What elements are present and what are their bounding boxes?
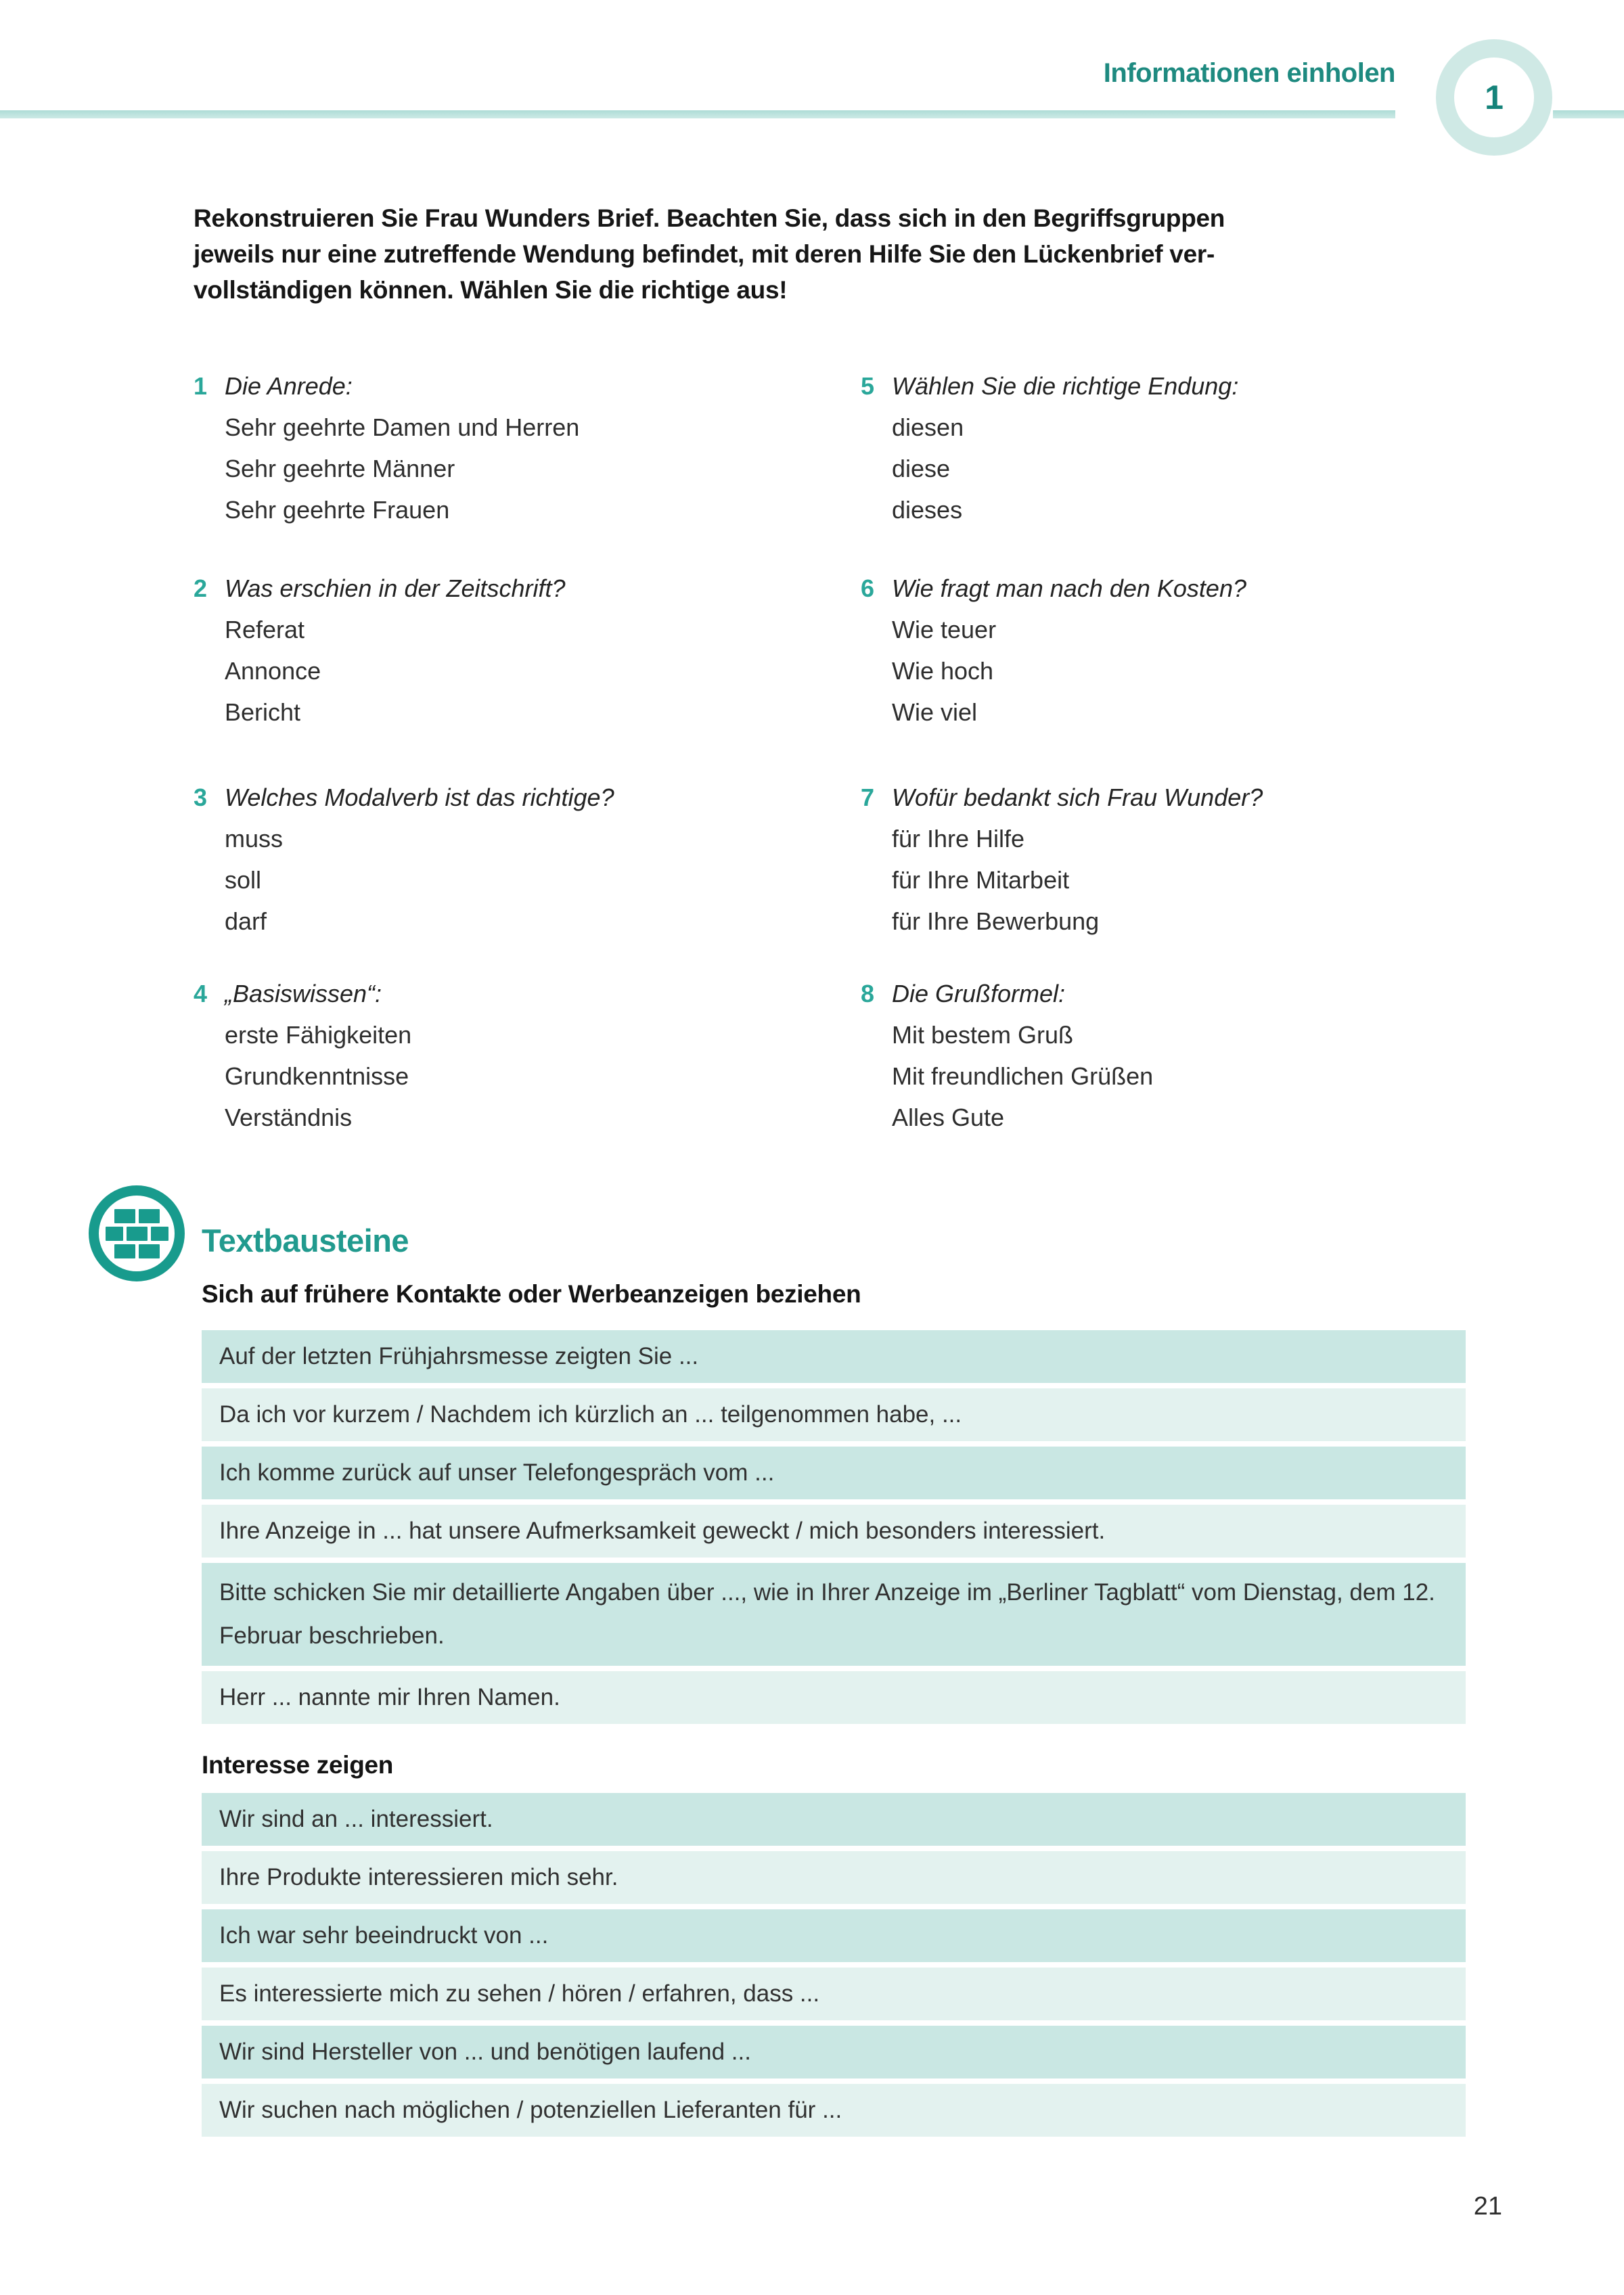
question-number: 7 [861,783,875,811]
answer-option: Referat [225,616,305,643]
answer-option: für Ihre Hilfe [892,825,1025,853]
answer-option: Sehr geehrte Damen und Herren [225,413,580,441]
answer-option: Wie teuer [892,616,997,643]
brick-row [114,1244,160,1258]
answer-option: Mit bestem Gruß [892,1021,1074,1049]
question-number: 2 [194,574,208,602]
question-title: „Basiswissen“: [225,980,382,1007]
answer-option: soll [225,866,262,894]
brick-row [114,1209,160,1223]
instruction-line: Rekonstruieren Sie Frau Wunders Brief. Beachten Sie, dass sich in den Begriffsgruppen [194,204,1225,232]
question-number: 6 [861,574,875,602]
header-rule-left [0,110,1395,118]
phrase-row: Wir sind an ... interessiert. [202,1793,1466,1846]
question-number: 3 [194,783,208,811]
phrase-row: Herr ... nannte mir Ihren Namen. [202,1671,1466,1724]
answer-option: Bericht [225,698,301,726]
answer-option: Wie viel [892,698,978,726]
phrase-row: Wir suchen nach möglichen / potenziellen Lieferanten für ... [202,2084,1466,2137]
phrase-list [202,1330,1466,1724]
question-title: Die Anrede: [225,372,353,400]
question-number: 8 [861,980,875,1007]
answer-option: muss [225,825,284,853]
question-title: Wofür bedankt sich Frau Wunder? [892,783,1263,811]
answer-option: erste Fähigkeiten [225,1021,412,1049]
exercise-instructions [194,200,1466,308]
answer-option: darf [225,907,267,935]
answer-option: Sehr geehrte Männer [225,455,455,482]
answer-option: Annonce [225,657,321,685]
phrase-row: Bitte schicken Sie mir detaillierte Angaben über ..., wie in Ihrer Anzeige im „Berliner Tagblatt“ vom Dienstag, dem 12. Februar beschrieben. [202,1563,1466,1666]
answer-option: für Ihre Mitarbeit [892,866,1070,894]
answer-option: Mit freundlichen Grüßen [892,1062,1154,1090]
question-group-3 [194,777,614,942]
question-list [194,365,1479,1204]
answer-option: Wie hoch [892,657,994,685]
question-group-1 [194,365,579,530]
question-group-4 [194,973,411,1138]
question-number: 4 [194,980,208,1007]
page-number: 21 [1473,2192,1502,2221]
phrase-group-heading: Sich auf frühere Kontakte oder Werbeanzeigen beziehen [202,1280,861,1308]
phrase-row: Ich komme zurück auf unser Telefongespräch vom ... [202,1447,1466,1499]
question-number: 1 [194,372,208,400]
question-group-7 [861,777,1263,942]
phrase-group-heading: Interesse zeigen [202,1751,394,1779]
section-title: Textbausteine [202,1223,409,1258]
question-group-5 [861,365,1238,530]
phrase-row: Wir sind Hersteller von ... und benötigen laufend ... [202,2026,1466,2078]
question-number: 5 [861,372,875,400]
question-group-8 [861,973,1153,1138]
chapter-title: Informationen einholen [1103,58,1395,88]
question-title: Die Grußformel: [892,980,1066,1007]
header-rule-right [1553,110,1624,118]
phrase-list [202,1793,1466,2137]
phrase-row: Da ich vor kurzem / Nachdem ich kürzlich an ... teilgenommen habe, ... [202,1388,1466,1441]
answer-option: Alles Gute [892,1104,1005,1131]
instruction-line: jeweils nur eine zutreffende Wendung befindet, mit deren Hilfe Sie den Lückenbrief ver- [194,240,1215,268]
answer-option: Verständnis [225,1104,353,1131]
answer-option: für Ihre Bewerbung [892,907,1100,935]
question-title: Was erschien in der Zeitschrift? [225,574,566,602]
answer-option: dieses [892,496,963,524]
question-group-2 [194,568,566,733]
chapter-number: 1 [1485,78,1504,116]
question-group-6 [861,568,1246,733]
answer-option: Sehr geehrte Frauen [225,496,450,524]
brick-row [106,1227,168,1241]
answer-option: diesen [892,413,964,441]
question-title: Wählen Sie die richtige Endung: [892,372,1239,400]
phrase-row: Auf der letzten Frühjahrsmesse zeigten Sie ... [202,1330,1466,1383]
question-title: Wie fragt man nach den Kosten? [892,574,1246,602]
answer-option: diese [892,455,951,482]
bricks-in-circle-icon [89,1185,185,1281]
phrase-row: Ich war sehr beeindruckt von ... [202,1909,1466,1962]
phrase-row: Es interessierte mich zu sehen / hören / erfahren, dass ... [202,1968,1466,2020]
phrase-row: Ihre Produkte interessieren mich sehr. [202,1851,1466,1904]
answer-option: Grundkenntnisse [225,1062,409,1090]
phrase-row: Ihre Anzeige in ... hat unsere Aufmerksamkeit geweckt / mich besonders interessiert. [202,1505,1466,1558]
chapter-number-badge [1436,39,1552,156]
instruction-line: vollständigen können. Wählen Sie die richtige aus! [194,276,788,304]
question-title: Welches Modalverb ist das richtige? [225,783,614,811]
